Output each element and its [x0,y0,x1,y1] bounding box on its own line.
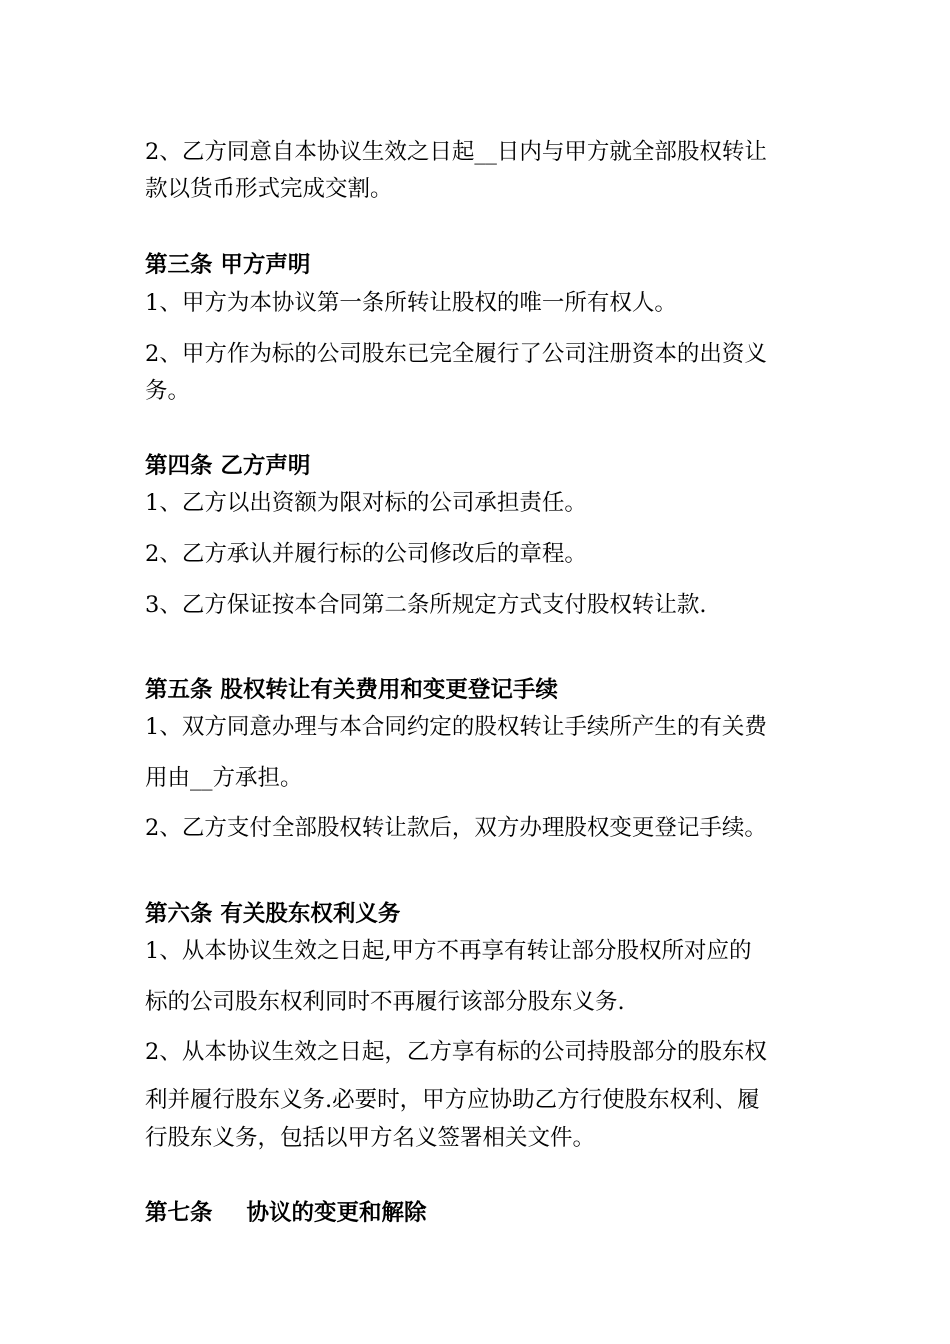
clause-6-1-line-1: 1、从本协议生效之日起,甲方不再享有转让部分股权所对应的 [145,938,752,964]
article-6-heading: 第六条 有关股东权利义务 [145,901,401,927]
clause-4-2: 2、乙方承认并履行标的公司修改后的章程。 [145,541,587,567]
clause-3-2-line-2: 务。 [145,378,191,404]
clause-2-2-line-2: 款以货币形式完成交割。 [145,176,393,202]
clause-4-3: 3、乙方保证按本合同第二条所规定方式支付股权转让款. [145,592,707,618]
article-5-heading: 第五条 股权转让有关费用和变更登记手续 [145,677,558,703]
article-7-number: 第七条 [145,1200,213,1226]
clause-6-2-line-1: 2、从本协议生效之日起，乙方享有标的公司持股部分的股东权 [145,1039,767,1065]
article-4-heading: 第四条 乙方声明 [145,453,311,479]
clause-2-2-line-1: 2、乙方同意自本协议生效之日起__日内与甲方就全部股权转让 [145,139,767,165]
article-3-heading: 第三条 甲方声明 [145,252,311,278]
article-7-title: 协议的变更和解除 [246,1200,427,1226]
clause-5-1-line-2: 用由__方承担。 [145,765,303,791]
clause-6-2-line-3: 行股东义务，包括以甲方名义签署相关文件。 [145,1125,596,1151]
clause-3-1: 1、甲方为本协议第一条所转让股权的唯一所有权人。 [145,290,677,316]
article-7-heading [145,1195,427,1227]
clause-5-2: 2、乙方支付全部股权转让款后，双方办理股权变更登记手续。 [145,815,767,841]
clause-6-1-line-2: 标的公司股东权利同时不再履行该部分股东义务. [145,989,625,1015]
clause-4-1: 1、乙方以出资额为限对标的公司承担责任。 [145,490,587,516]
clause-5-1-line-1: 1、双方同意办理与本合同约定的股权转让手续所产生的有关费 [145,714,767,740]
clause-6-2-line-2: 利并履行股东义务.必要时，甲方应协助乙方行使股东权利、履 [145,1087,760,1113]
clause-3-2-line-1: 2、甲方作为标的公司股东已完全履行了公司注册资本的出资义 [145,341,767,367]
